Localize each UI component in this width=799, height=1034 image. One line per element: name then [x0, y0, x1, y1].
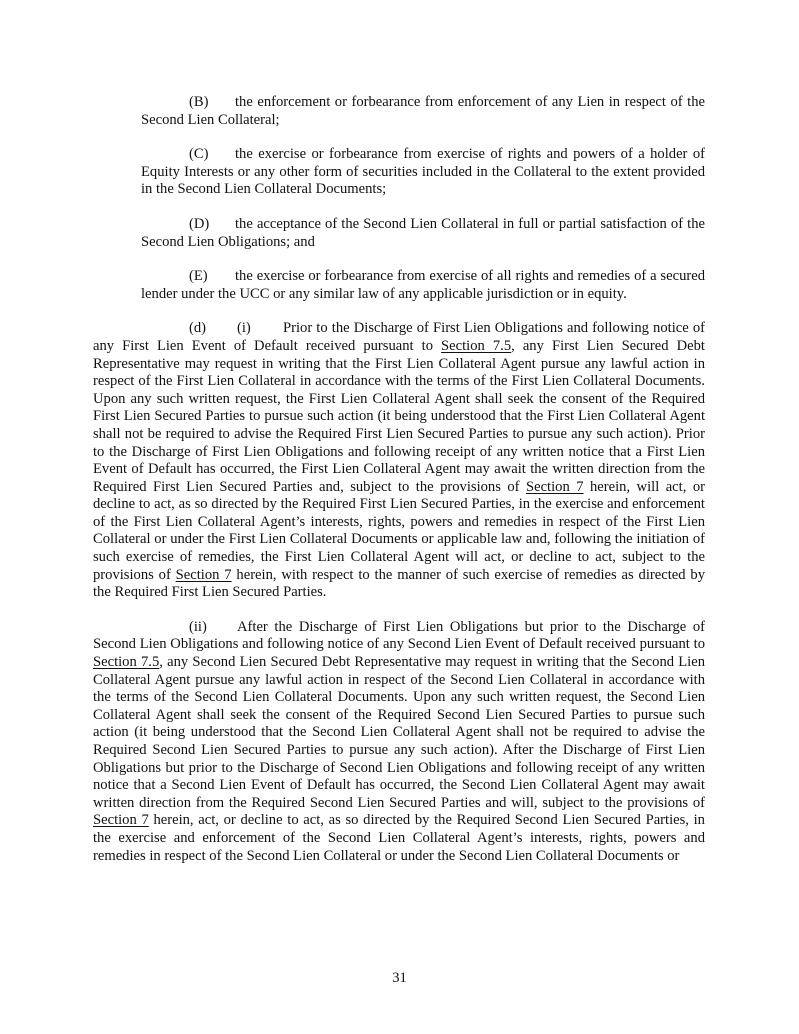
section-d-i-part4: herein, with respect to the manner of such exercise of remedies as directed by the Required First Lien Secured Parties.	[93, 566, 705, 601]
section-d-ii-part1: After the Discharge of First Lien Obligations but prior to the Discharge of Second Lien Obligations and following notice of any Second Lien Event of Default received pursuant to	[93, 618, 705, 653]
clause-d-upper-text: the acceptance of the Second Lien Collateral in full or partial satisfaction of the Second Lien Obligations; and	[141, 215, 705, 250]
section-7-link: Section 7	[175, 566, 232, 583]
section-7-5-link: Section 7.5	[441, 337, 512, 354]
clause-c	[141, 146, 705, 199]
section-7-5-link: Section 7.5	[93, 654, 160, 671]
section-d-ii-part2: , any Second Lien Secured Debt Representative may request in writing that the Second Lien Collateral Agent pursue any lawful action in respect of the Second Lien Collateral in accordance with the terms of the Second Lien Collateral Documents. Upon any such written request, the Second Lien Collateral Agent shall seek the consent of the Required Second Lien Secured Parties to pursue such action (it being understood that the Second Lien Collateral Agent shall not be required to advise the Required Second Lien Secured Parties to pursue any such action). After the Discharge of First Lien Obligations but prior to the Discharge of Second Lien Obligations and following receipt of any written notice that a Second Lien Event of Default has occurred, the Second Lien Collateral Agent may await written direction from the Required Second Lien Secured Parties and will, subject to the provisions of	[93, 654, 706, 811]
clause-e	[141, 268, 705, 303]
clause-b-label: (B)	[189, 94, 209, 110]
section-d-i	[93, 320, 705, 602]
section-d-i-part2: , any First Lien Secured Debt Representative may request in writing that the First Lien Collateral Agent pursue any lawful action in respect of the First Lien Collateral in accordance with the terms of the First Lien Collateral Documents. Upon any such written request, the First Lien Collateral Agent shall seek the consent of the Required First Lien Secured Parties to pursue such action (it being understood that the First Lien Collateral Agent shall not be required to advise the Required First Lien Secured Parties to pursue any such action). Prior to the Discharge of First Lien Obligations and following receipt of any written notice that a First Lien Event of Default has occurred, the First Lien Collateral Agent may await the written direction from the Required First Lien Secured Parties and, subject to the provisions of	[93, 337, 705, 495]
section-d-i-part3: herein, will act, or decline to act, as so directed by the Required First Lien Secured Parties, in the exercise and enforcement of the First Lien Collateral Agent’s interests, rights, powers and remedies in respect of the First Lien Collateral or under the First Lien Collateral Documents or applicable law and, following the initiation of such exercise of remedies, the First Lien Collateral Agent will act, or decline to act, subject to the provisions of	[93, 478, 705, 583]
clause-e-text: the exercise or forbearance from exercise of all rights and remedies of a secured lender under the UCC or any similar law of any applicable jurisdiction or in equity.	[141, 268, 705, 302]
clause-b	[141, 94, 705, 129]
section-d-label: (d)	[189, 320, 207, 337]
clause-d-upper-label: (D)	[189, 215, 210, 232]
clause-b-text: the enforcement or forbearance from enforcement of any Lien in respect of the Second Lien Collateral;	[141, 94, 705, 128]
section-7-link: Section 7	[93, 812, 149, 829]
clause-e-label: (E)	[189, 268, 208, 285]
section-7-link: Section 7	[525, 478, 584, 495]
document-body	[93, 94, 705, 865]
section-d-i-part1: Prior to the Discharge of First Lien Obligations and following notice of any First Lien Event of Default received pursuant to	[93, 320, 705, 354]
clause-c-text: the exercise or forbearance from exercise of rights and powers of a holder of Equity Interests or any other form of securities included in the Collateral to the extent provided in the Second Lien Collateral Documents;	[141, 146, 705, 198]
clause-c-label: (C)	[189, 146, 209, 163]
section-d-ii-label: (ii)	[189, 618, 207, 635]
section-d-ii	[93, 619, 705, 865]
section-d-ii-part3: herein, act, or decline to act, as so directed by the Required Second Lien Secured Parties, in the exercise and enforcement of the Second Lien Collateral Agent’s interests, rights, powers and remedies in respect of the Second Lien Collateral or under the Second Lien Collateral Documents or	[93, 812, 705, 864]
section-d-i-label: (i)	[237, 320, 251, 337]
clause-d-upper	[141, 216, 705, 251]
page-number: 31	[392, 970, 407, 986]
